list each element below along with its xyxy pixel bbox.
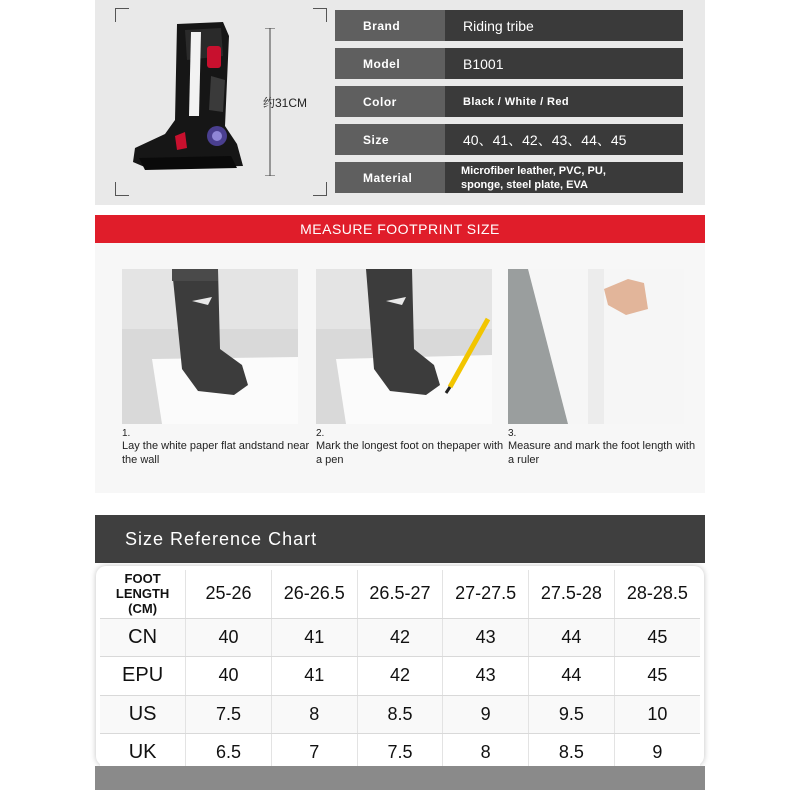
table-cell: 8 — [443, 734, 529, 773]
table-row — [100, 657, 700, 696]
table-cell: 9 — [443, 695, 529, 734]
step-number: 2. — [316, 428, 325, 439]
step-number: 3. — [508, 428, 517, 439]
table-cell: 43 — [443, 657, 529, 696]
table-cell: 45 — [614, 657, 700, 696]
row-label: US — [100, 695, 186, 734]
table-cell: 44 — [529, 618, 615, 657]
table-cell: 8.5 — [357, 695, 443, 734]
foot-length-header: FOOT LENGTH (CM) — [100, 570, 186, 618]
row-label: EPU — [100, 657, 186, 696]
table-cell: 43 — [443, 618, 529, 657]
step-number: 1. — [122, 428, 131, 439]
table-cell: 7 — [271, 734, 357, 773]
table-cell: 8.5 — [529, 734, 615, 773]
boot-height-label: 约31CM — [263, 96, 308, 110]
step-3-photo — [508, 269, 684, 424]
spec-row-material — [335, 162, 683, 193]
spec-row-model — [335, 48, 683, 79]
table-cell: 40 — [186, 657, 272, 696]
spec-key: Brand — [335, 10, 445, 41]
spec-row-color — [335, 86, 683, 117]
table-cell: 45 — [614, 618, 700, 657]
spec-table — [335, 10, 683, 200]
row-label: UK — [100, 734, 186, 773]
spec-key: Model — [335, 48, 445, 79]
spec-value: B1001 — [445, 48, 683, 79]
step-2 — [316, 269, 504, 467]
table-header-row — [100, 570, 700, 618]
spec-value: 40、41、42、43、44、45 — [445, 124, 683, 155]
size-reference-table — [100, 570, 700, 773]
size-chart-title: Size Reference Chart — [95, 515, 705, 563]
table-row — [100, 618, 700, 657]
row-label: CN — [100, 618, 186, 657]
step-caption: Lay the white paper flat andstand near the wall — [122, 440, 310, 466]
spec-value: Microfiber leather, PVC, PU, sponge, steel plate, EVA — [445, 162, 683, 193]
step-caption: Mark the longest foot on thepaper with a pen — [316, 440, 504, 466]
spec-key: Material — [335, 162, 445, 193]
motorcycle-boot-image — [125, 16, 255, 176]
column-header: 28-28.5 — [614, 570, 700, 618]
step-3 — [508, 269, 696, 467]
table-cell: 10 — [614, 695, 700, 734]
step-1 — [122, 269, 310, 467]
column-header: 25-26 — [186, 570, 272, 618]
boot-image-panel — [115, 8, 327, 196]
spec-key: Size — [335, 124, 445, 155]
table-cell: 42 — [357, 657, 443, 696]
table-cell: 40 — [186, 618, 272, 657]
step-1-photo — [122, 269, 298, 424]
spec-value: Black / White / Red — [445, 86, 683, 117]
table-cell: 42 — [357, 618, 443, 657]
spec-key: Color — [335, 86, 445, 117]
measure-footprint-banner: MEASURE FOOTPRINT SIZE — [95, 215, 705, 243]
table-cell: 44 — [529, 657, 615, 696]
spec-value: Riding tribe — [445, 10, 683, 41]
table-cell: 9 — [614, 734, 700, 773]
spec-row-brand — [335, 10, 683, 41]
table-cell: 41 — [271, 657, 357, 696]
table-cell: 6.5 — [186, 734, 272, 773]
table-cell: 7.5 — [357, 734, 443, 773]
step-caption: Measure and mark the foot length with a ruler — [508, 440, 696, 466]
column-header: 27-27.5 — [443, 570, 529, 618]
column-header: 26.5-27 — [357, 570, 443, 618]
table-row — [100, 695, 700, 734]
step-2-photo — [316, 269, 492, 424]
table-cell: 9.5 — [529, 695, 615, 734]
table-cell: 7.5 — [186, 695, 272, 734]
chart-footer-bar — [95, 766, 705, 790]
table-cell: 8 — [271, 695, 357, 734]
column-header: 27.5-28 — [529, 570, 615, 618]
column-header: 26-26.5 — [271, 570, 357, 618]
table-cell: 41 — [271, 618, 357, 657]
spec-row-size — [335, 124, 683, 155]
